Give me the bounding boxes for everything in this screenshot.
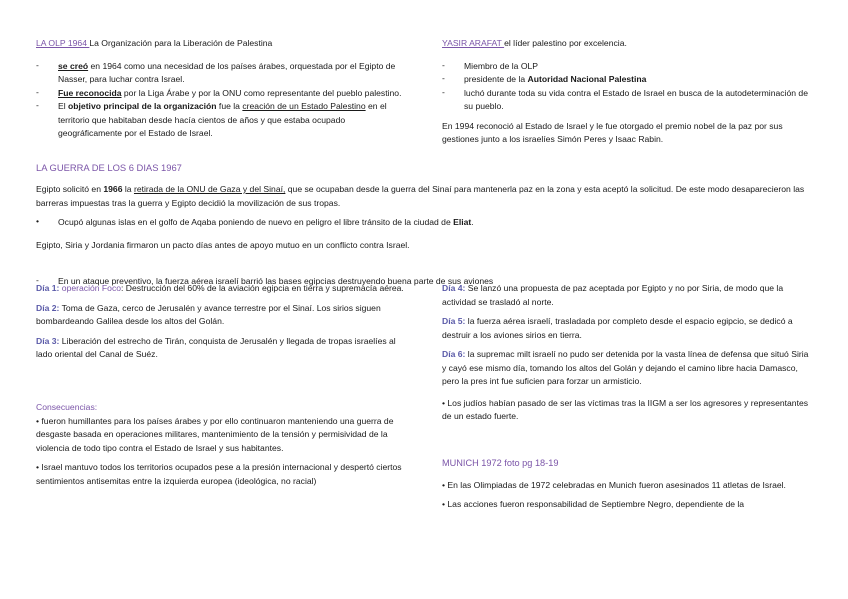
consecuencias-item: • Israel mantuvo todos los territorios ocupados pese a la presión internacional y despertó ciertos sentimientos antisemitas entre la izquierda europea (ideológica, no racial) xyxy=(36,462,402,486)
day-text: Toma de Gaza, cerco de Jerusalén y avance terrestre por el Sinaí. Los sirios siguen bombardeando Galilea desde los altos del Golán. xyxy=(36,302,381,326)
list-item xyxy=(36,100,406,141)
day-text: : Destrucción del 60% de la aviación egipcia en tierra y supremacía aérea. xyxy=(121,283,404,293)
guerra-intro-underline: retirada de la ONU de Gaza y del Sinaí, xyxy=(133,184,286,194)
day-text: la fuerza aérea israelí, trasladada por completo desde el espacio egipcio, se dedicó a destruir a los aviones sirios en tierra. xyxy=(442,316,793,340)
list-item xyxy=(36,216,834,230)
day-label: Día 2: xyxy=(36,302,60,313)
day-item xyxy=(442,315,814,342)
munich-section xyxy=(442,457,814,512)
list-item xyxy=(442,60,814,74)
guerra-intro-text: la xyxy=(122,184,134,194)
guerra-bullet-text: Ocupó algunas islas en el golfo de Aqaba poniendo de nuevo en peligro el libre tránsito de la ciudad de xyxy=(58,217,454,227)
guerra-heading: LA GUERRA DE LOS 6 DIAS 1967 xyxy=(36,162,182,173)
bullet-dash: - xyxy=(36,59,39,70)
guerra-intro-year: 1966 xyxy=(103,184,123,194)
judios-paragraph: • Los judíos habían pasado de ser las víctimas tras la IIGM a ser los agresores y representantes de un estado fuerte. xyxy=(442,397,809,421)
guerra-bullet-text: . xyxy=(471,217,474,227)
list-item xyxy=(442,87,814,114)
days-right xyxy=(442,282,814,424)
day-item xyxy=(442,348,814,389)
bullet-dash: - xyxy=(442,86,445,97)
bullet-dash: - xyxy=(36,274,39,285)
day-text: la supremac milt israelí no pudo ser detenida por la vasta línea de defensa que situó Siria y cayó ese mismo día, tomando los altos del Golán y dejando el camino libre hacia Damasco, pero la pres int fue suficien para forzar un armisticio. xyxy=(442,349,809,386)
bullet-dash: - xyxy=(36,86,39,97)
olp-item-bold: Fue reconocida xyxy=(58,87,122,98)
day-label: Día 1: xyxy=(36,283,60,293)
bullet-dot-icon: • xyxy=(36,216,40,226)
olp-item-text: El xyxy=(58,101,69,111)
consecuencias-section xyxy=(36,401,406,488)
olp-item-bold: se creó xyxy=(58,60,89,71)
guerra-intro xyxy=(36,183,812,210)
day-label: Día 4: xyxy=(442,283,466,293)
days-left xyxy=(36,282,406,362)
arafat-item-text: presidente de la xyxy=(464,74,528,84)
olp-item-text: fue la xyxy=(216,101,243,111)
arafat-title xyxy=(442,37,814,51)
guerra-bullet-bold: Eliat xyxy=(453,217,472,227)
olp-title-rest: La Organización para la Liberación de Palestina xyxy=(89,38,273,48)
arafat-item-text: luchó durante toda su vida contra el Estado de Israel en busca de la autodeterminación de su pueblo. xyxy=(464,87,808,111)
bullet-dash: - xyxy=(442,73,445,83)
arafat-title-link[interactable]: YASIR ARAFAT xyxy=(442,38,505,48)
day-label: Día 5: xyxy=(442,316,466,326)
day-label: Día 3: xyxy=(36,335,60,346)
arafat-list xyxy=(442,60,814,114)
olp-item-text: en el territorio que habitaban desde hacía cientos de años y que estaba ocupado geográficamente por el Estado de Israel. xyxy=(58,101,387,138)
munich-heading: MUNICH 1972 foto pg 18-19 xyxy=(442,458,559,468)
munich-item: • En las Olimpiadas de 1972 celebradas en Munich fueron asesinados 11 atletas de Israel. xyxy=(442,479,786,490)
day-label: Día 6: xyxy=(442,349,466,359)
guerra-intro-text: Egipto solicitó en xyxy=(36,184,104,194)
day-item xyxy=(36,282,406,296)
olp-item-text: en 1964 como una necesidad de los países árabes, orquestada por el Egipto de Nasser, para luchar contra Israel. xyxy=(58,60,396,84)
list-item xyxy=(36,87,406,101)
arafat-paragraph: En 1994 reconoció al Estado de Israel y le fue otorgado el premio nobel de la paz por sus gestiones junto a los israelíes Simón Peres y Isaac Rabin. xyxy=(442,120,783,144)
bullet-dash: - xyxy=(36,100,39,110)
guerra-bullet-text: En un ataque preventivo, la fuerza aérea israelí barrió las bases egipcias destruyendo buena parte de sus aviones xyxy=(58,275,494,286)
guerra-pact: Egipto, Siria y Jordania firmaron un pacto días antes de apoyo mutuo en un conflicto contra Israel. xyxy=(36,240,410,250)
day-text: Liberación del estrecho de Tirán, conquista de Jerusalén y llegada de tropas israelíes al lado oriental del Canal de Suéz. xyxy=(36,335,396,359)
consecuencias-item: • fueron humillantes para los países árabes y por ello continuaron manteniendo una guerra de desgaste basada en operaciones militares, mantenimiento de la tensión y permisividad de la violencia de todo tipo contra el Estado de Israel y sus habitantes. xyxy=(36,415,394,453)
munich-item: • Las acciones fueron responsabilidad de Septiembre Negro, dependiente de la xyxy=(442,499,745,509)
day-highlight: operación Foco xyxy=(59,283,122,293)
day-item xyxy=(442,282,814,309)
day-item xyxy=(36,335,406,362)
arafat-section xyxy=(442,37,814,147)
arafat-item-bold: Autoridad Nacional Palestina xyxy=(527,74,647,84)
consecuencias-heading: Consecuencias: xyxy=(36,402,98,412)
guerra-intro-text: que se ocupaban desde la guerra del Sinaí para mantenerla paz en la zona y esta aceptó la solicitud. De este modo desaparecieron las barreras impuestas tras la guerra y Egipto decidió la movilización de sus tropas. xyxy=(36,184,805,208)
olp-section xyxy=(36,37,406,141)
list-item xyxy=(36,60,406,87)
arafat-title-rest: el líder palestino por excelencia. xyxy=(504,38,627,48)
list-item xyxy=(442,73,814,87)
day-text: Se lanzó una propuesta de paz aceptada por Egipto y no por Siria, de modo que la actividad se trasladó al norte. xyxy=(442,283,784,307)
olp-item-bold: objetivo principal de la organización xyxy=(68,101,217,111)
day-item xyxy=(36,302,406,329)
olp-item-text: por la Liga Árabe y por la ONU como representante del pueblo palestino. xyxy=(121,87,402,98)
olp-title-link[interactable]: LA OLP 1964 xyxy=(36,38,90,48)
olp-list xyxy=(36,60,406,141)
olp-item-underline: creación de un Estado Palestino xyxy=(242,101,366,111)
bullet-dash: - xyxy=(442,59,445,70)
olp-title xyxy=(36,37,406,51)
arafat-item-text: Miembro de la OLP xyxy=(464,60,539,71)
